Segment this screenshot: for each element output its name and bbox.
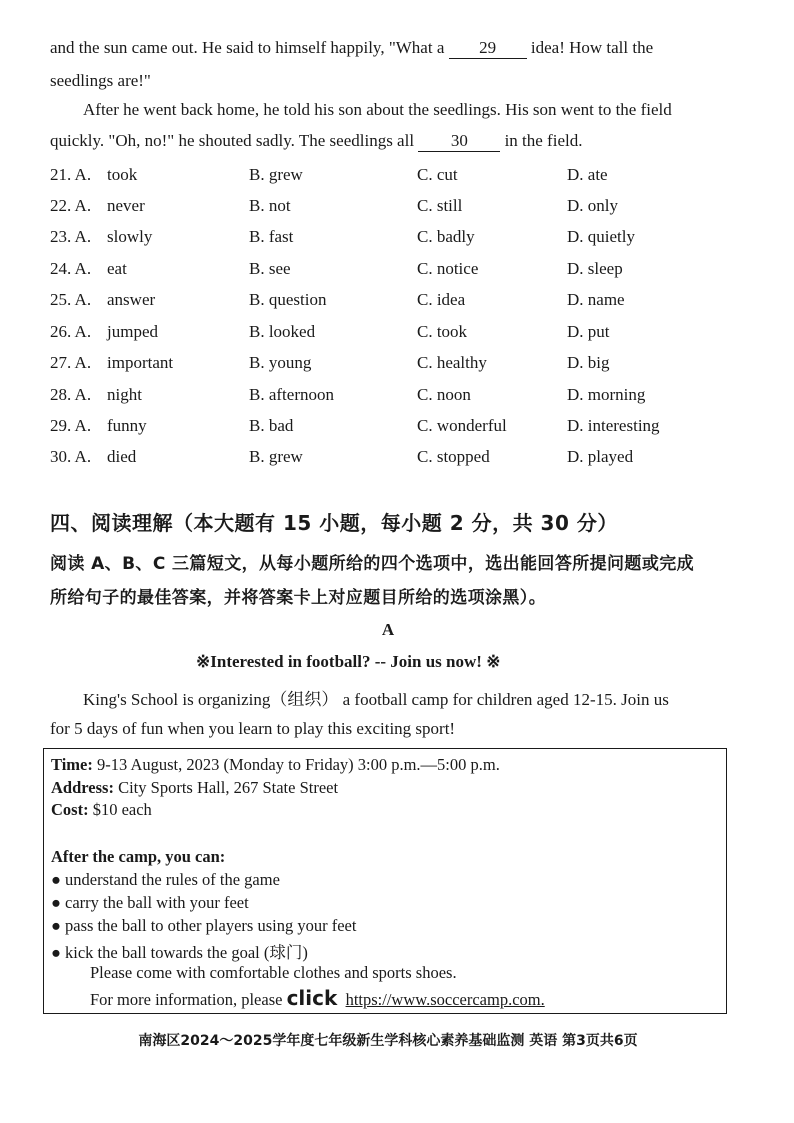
option-c: C. wonderful (417, 416, 507, 435)
option-c: C. cut (417, 165, 458, 184)
option-d: D. name (567, 290, 625, 309)
option-d: D. only (567, 196, 618, 215)
question-number: 27. A. (50, 353, 92, 372)
cost-value: $10 each (88, 800, 152, 819)
option-row (50, 259, 750, 287)
story-line-2: seedlings are!" (50, 71, 151, 90)
cost-row (51, 800, 152, 820)
option-a: took (107, 165, 138, 184)
after-camp-heading-text: After the camp, you can: (51, 847, 226, 866)
question-number: 23. A. (50, 227, 92, 246)
question-number: 21. A. (50, 165, 92, 184)
note-more-info (90, 986, 545, 1010)
time-value: 9-13 August, 2023 (Monday to Friday) 3:00 p.m.—5:00 p.m. (92, 755, 500, 774)
option-b: B. grew (249, 165, 303, 184)
option-a: jumped (107, 322, 158, 341)
option-b: B. bad (249, 416, 294, 435)
bullet-item (51, 870, 280, 890)
address-value: City Sports Hall, 267 State Street (113, 778, 339, 797)
question-number: 24. A. (50, 259, 92, 278)
option-a: eat (107, 259, 127, 278)
option-a: slowly (107, 227, 153, 246)
instruction-line-1: 阅读 A、B、C 三篇短文，从每小题所给的四个选项中，选出能回答所提问题或完成 (50, 554, 695, 574)
option-a: important (107, 353, 174, 372)
option-c: C. stopped (417, 447, 490, 466)
option-b: B. see (249, 259, 291, 278)
story-text: idea! How tall the (526, 38, 654, 57)
option-c: C. badly (417, 227, 475, 246)
address-row (51, 778, 338, 798)
option-b: B. young (249, 353, 312, 372)
story-text: and the sun came out. He said to himself happily, "What a (50, 38, 449, 57)
option-c: C. healthy (417, 353, 487, 372)
question-number: 25. A. (50, 290, 92, 309)
passage-intro-1: King's School is organizing（组织） a football camp for children aged 12-15. Join us (83, 690, 669, 709)
option-d: D. interesting (567, 416, 660, 435)
option-d: D. big (567, 353, 610, 372)
bullet-text: carry the ball with your feet (65, 893, 249, 912)
time-label: Time: (51, 755, 93, 774)
option-b: B. not (249, 196, 291, 215)
option-row (50, 447, 750, 475)
option-row (50, 165, 750, 193)
story-line-4 (50, 131, 582, 152)
option-b: B. fast (249, 227, 294, 246)
option-b: B. looked (249, 322, 316, 341)
option-d: D. morning (567, 385, 646, 404)
bullet-text: understand the rules of the game (65, 870, 280, 889)
instruction-line-2: 所给句子的最佳答案，并将答案卡上对应题目所给的选项涂黑）。 (50, 588, 547, 608)
bullet-text: kick the ball towards the goal (球门) (65, 943, 308, 962)
option-row (50, 227, 750, 255)
option-b: B. question (249, 290, 327, 309)
option-d: D. put (567, 322, 610, 341)
option-row (50, 290, 750, 318)
bullet-item (51, 916, 356, 936)
blank-29: 29 (449, 38, 527, 59)
note-more-info-text: For more information, please (90, 990, 287, 1009)
option-row (50, 196, 750, 224)
story-text: in the field. (500, 131, 583, 150)
cost-label: Cost: (51, 800, 89, 819)
question-number: 22. A. (50, 196, 92, 215)
option-row (50, 353, 750, 381)
option-d: D. sleep (567, 259, 623, 278)
question-number: 29. A. (50, 416, 92, 435)
bullet-text: pass the ball to other players using your feet (65, 916, 357, 935)
option-c: C. idea (417, 290, 466, 309)
option-a: never (107, 196, 145, 215)
option-row (50, 385, 750, 413)
option-c: C. noon (417, 385, 471, 404)
blank-30: 30 (418, 131, 500, 152)
option-c: C. still (417, 196, 463, 215)
option-d: D. played (567, 447, 634, 466)
passage-letter: A (381, 620, 395, 639)
bullet-item (51, 939, 308, 963)
camp-info-box (43, 748, 727, 1014)
option-a: funny (107, 416, 147, 435)
passage-headline: ※Interested in football? -- Join us now! ※ (196, 652, 501, 671)
question-number: 28. A. (50, 385, 92, 404)
story-line-1 (50, 38, 653, 59)
bullet-dot-icon: ● (51, 916, 61, 935)
option-a: answer (107, 290, 156, 309)
story-text: quickly. "Oh, no!" he shouted sadly. The seedlings all (50, 131, 419, 150)
option-d: D. ate (567, 165, 608, 184)
question-number: 30. A. (50, 447, 92, 466)
option-a: died (107, 447, 137, 466)
option-b: B. afternoon (249, 385, 334, 404)
after-camp-heading (51, 847, 225, 867)
bullet-dot-icon: ● (51, 893, 61, 912)
bullet-dot-icon: ● (51, 870, 61, 889)
option-b: B. grew (249, 447, 303, 466)
question-number: 26. A. (50, 322, 92, 341)
option-c: C. notice (417, 259, 479, 278)
bullet-item (51, 893, 249, 913)
option-d: D. quietly (567, 227, 635, 246)
click-word: click (286, 986, 338, 1010)
option-row (50, 322, 750, 350)
note-clothes: Please come with comfortable clothes and sports shoes. (90, 963, 457, 982)
page-footer: 南海区2024～2025学年度七年级新生学科核心素养基础监测 英语 第3页共6页 (138, 1033, 638, 1049)
option-row (50, 416, 750, 444)
option-a: night (107, 385, 142, 404)
option-c: C. took (417, 322, 468, 341)
story-line-3: After he went back home, he told his son about the seedlings. His son went to the field (83, 100, 672, 119)
camp-website-link[interactable]: https://www.soccercamp.com. (345, 990, 545, 1009)
passage-intro-2: for 5 days of fun when you learn to play this exciting sport! (50, 719, 456, 738)
address-label: Address: (51, 778, 114, 797)
time-row (51, 755, 500, 775)
section-title: 四、阅读理解（本大题有 15 小题，每小题 2 分，共 30 分） (50, 511, 618, 535)
bullet-dot-icon: ● (51, 943, 61, 962)
